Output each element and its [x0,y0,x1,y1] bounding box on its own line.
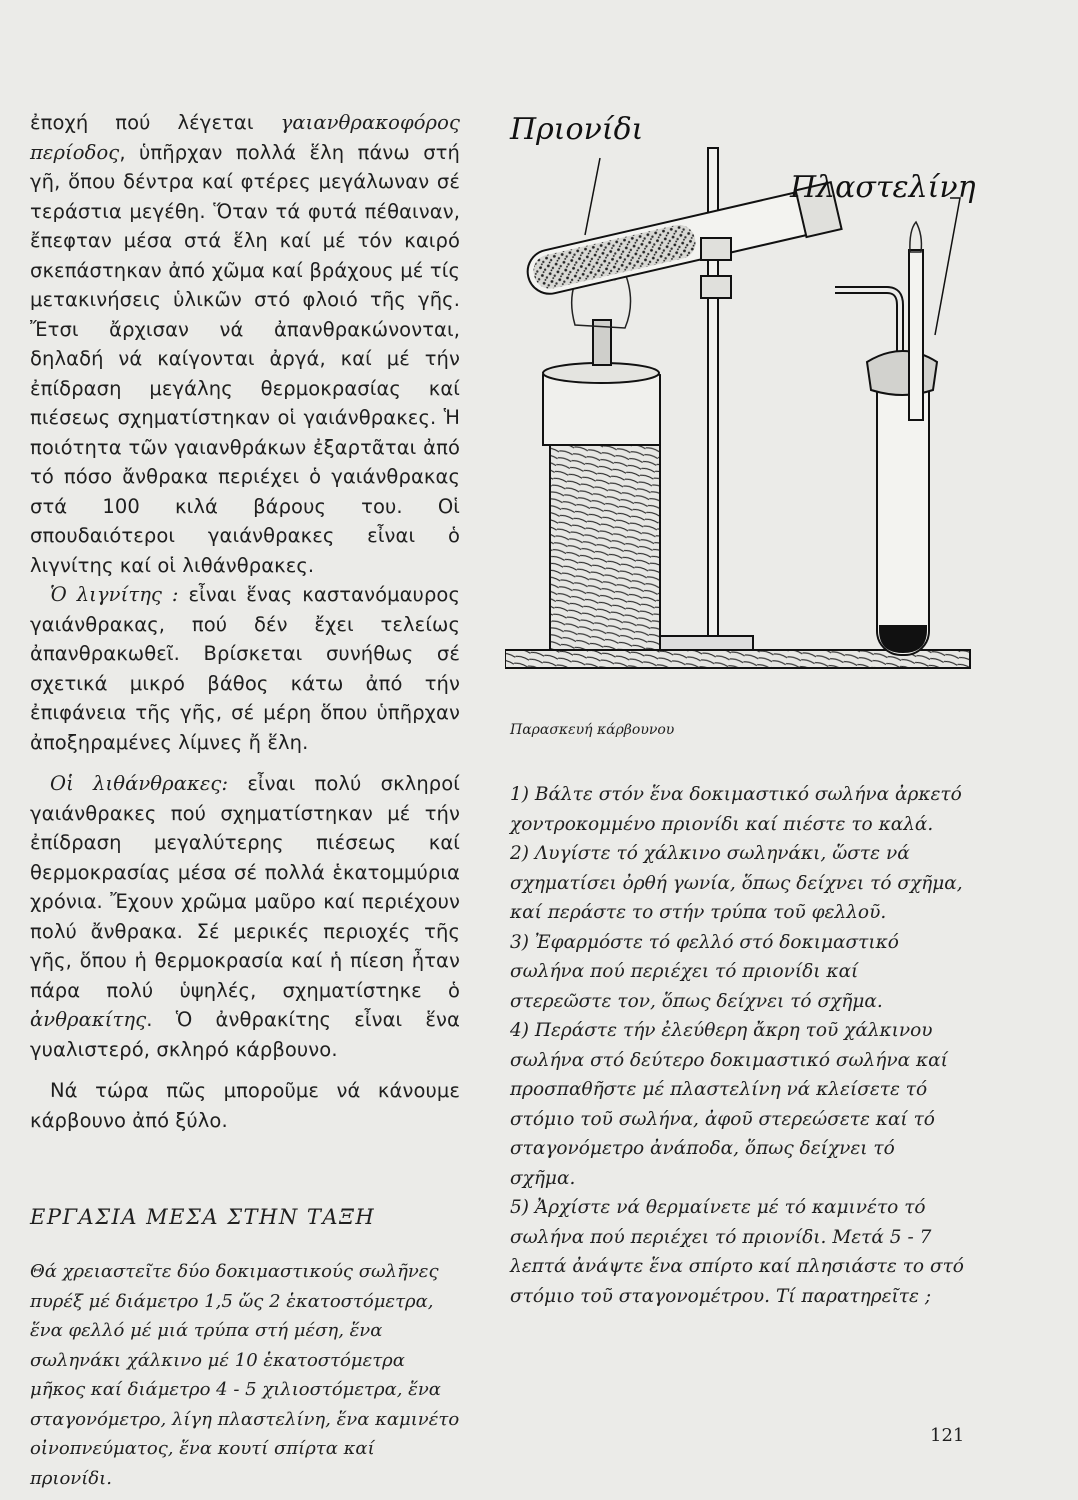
step-3: 3) Ἐφαρμόστε τό φελλό στό δοκιμαστικό σωλήνα πού περιέχει τό πριονίδι καί στερεῶστε τον, ὅπως δείχνει τό σχῆμα. [510,931,899,1012]
term-anthracite: ἀνθρακίτης [30,1008,147,1031]
step-2: 2) Λυγίστε τό χάλκινο σωληνάκι, ὥστε νά σχηματίσει ὀρθή γωνία, ὅπως δείχνει τό σχῆμα, καί περάστε το στήν τρύπα τοῦ φελλοῦ. [510,843,963,923]
term-lignite: Ὁ λιγνίτης : [50,583,179,606]
step-4: 4) Περάστε τήν ἐλεύθερη ἄκρη τοῦ χάλκινου σωλήνα στό δεύτερο δοκιμαστικό σωλήνα καί προσπαθῆστε μέ πλαστελίνη νά κλείσετε τό στόμιο τοῦ σωλήνα, ἀφοῦ στερεώσετε καί τό σταγονόμετρο ἀνάποδα, ὅπως δείχνει τό σχῆμα. [510,1020,948,1189]
text-segment: εἶναι ἕνας καστανόμαυρος γαιάνθρακας, πού δέν ἔχει τελείως ἀπανθρακωθεῖ. Βρίσκεται συνήθως σέ σχετικά μικρό βάθος κάτω ἀπό τήν ἐπιφάνεια τῆς γῆς, σέ μέρη ὅπου ὑπῆρχαν ἀποξηραμένες λίμνες ἤ ἕλη. [30,583,460,754]
page-number: 121 [930,1425,965,1446]
stand-foot [653,636,753,650]
term-lithanthrax: Οἱ λιθάνθρακες: [50,772,229,795]
text-segment: , ὑπῆρχαν πολλά ἕλη πάνω στή γῆ, ὅπου δέντρα καί φτέρες μεγάλωναν σέ τεράστια μεγέθη. Ὅταν τά φυτά πέθαιναν, ἔπεφταν μέσα στά ἕλη καί μέ τόν καιρό σκεπάστηκαν ἀπό χῶμα καί βράχους μέ τίς μετακινήσεις ὑλικῶν στό φλοιό τῆς γῆς. Ἔτσι ἄρχισαν νά ἀπανθρακώνονται, δηλαδή νά καίγονται ἀργά, καί μέ τήν ἐπίδραση μεγάλης θερμοκρασίας καί πιέσεως σχηματίστηκαν οἱ γαιάνθρακες. Ἡ ποιότητα τῶν γαιανθράκων ἐξαρτᾶται ἀπό τό πόσο ἄνθρακα περιέχει ὁ γαιάνθρακας στά 100 κιλά βάρους του. Οἱ σπουδαιότεροι γαιάνθρακες εἶναι ὁ λιγνίτης καί οἱ λιθάνθρακες. [30,140,460,577]
clamp-upper [701,238,731,260]
paragraph-charcoal-intro: Νά τώρα πῶς μποροῦμε νά κάνουμε κάρβουνο ἀπό ξύλο. [30,1079,460,1132]
burner-body [550,445,660,650]
paragraph-lignite [30,580,460,757]
text-segment: ἐποχή πού λέγεται [30,111,254,134]
figure-caption: Παρασκευή κάρβουνου [510,722,675,738]
clamp-lower [701,276,731,298]
term-carboniferous: γαιανθρακοφόρος περίοδος [30,111,460,164]
dropper-flame [910,222,922,252]
plasticine-seal [867,351,937,395]
dropper [909,250,923,420]
steps-list [510,780,965,1311]
left-column [30,108,460,1493]
sawdust [530,222,698,292]
section-heading: ΕΡΓΑΣΙΑ ΜΕΣΑ ΣΤΗΝ ΤΑΞΗ [30,1205,376,1229]
label-sawdust: Πριονίδι [510,112,644,147]
text-segment: . Ὁ ἀνθρακίτης εἶναι ἕνα γυαλιστερό, σκληρό κάρβουνο. [30,1008,460,1061]
text-segment: εἶναι πολύ σκληροί γαιάνθρακες πού σχηματίστηκαν μέ τήν ἐπίδραση μεγαλύτερης πιέσεως καί θερμοκρασίας μέσα σέ πολλά ἑκατομμύρια χρόνια. Ἔχουν χρῶμα μαῦρο καί περιέχουν πολύ ἄνθρακα. Σέ μερικές περιοχές τῆς γῆς, ὅπου ἡ θερμοκρασία καί ἡ πίεση ἦταν πάρα πολύ ὑψηλές, σχηματίστηκε ὁ [30,772,460,1002]
step-5: 5) Ἀρχίστε νά θερμαίνετε μέ τό καμινέτο τό σωλήνα πού περιέχει τό πριονίδι. Μετά 5 - 7 λεπτά ἀνάψτε ἕνα σπίρτο καί πλησιάστε το στό στόμιο τοῦ σταγονομέτρου. Τί παρατηρεῖτε ; [510,1197,964,1307]
step-1: 1) Βάλτε στόν ἕνα δοκιμαστικό σωλήνα ἀρκετό χοντροκομμένο πριονίδι καί πιέστε το καλά. [510,784,962,835]
materials-list: Θά χρειαστεῖτε δύο δοκιμαστικούς σωλῆνες πυρέξ μέ διάμετρο 1,5 ὥς 2 ἑκατοστόμετρα, ἕνα φελλό μέ μιά τρύπα στή μέση, ἕνα σωληνάκι χάλκινο μέ 10 ἑκατοστόμετρα μῆκος καί διάμετρο 4 - 5 χιλιοστόμετρα, ἕνα σταγονόμετρο, λίγη πλαστελίνη, ἕνα καμινέτο οἰνοπνεύματος, ἕνα κουτί σπίρτα καί πριονίδι. [30,1261,460,1489]
paragraph-anthracite [30,769,460,1064]
paragraph-coal-formation [30,108,460,580]
label-plasticine: Πλαστελίνη [790,170,976,205]
